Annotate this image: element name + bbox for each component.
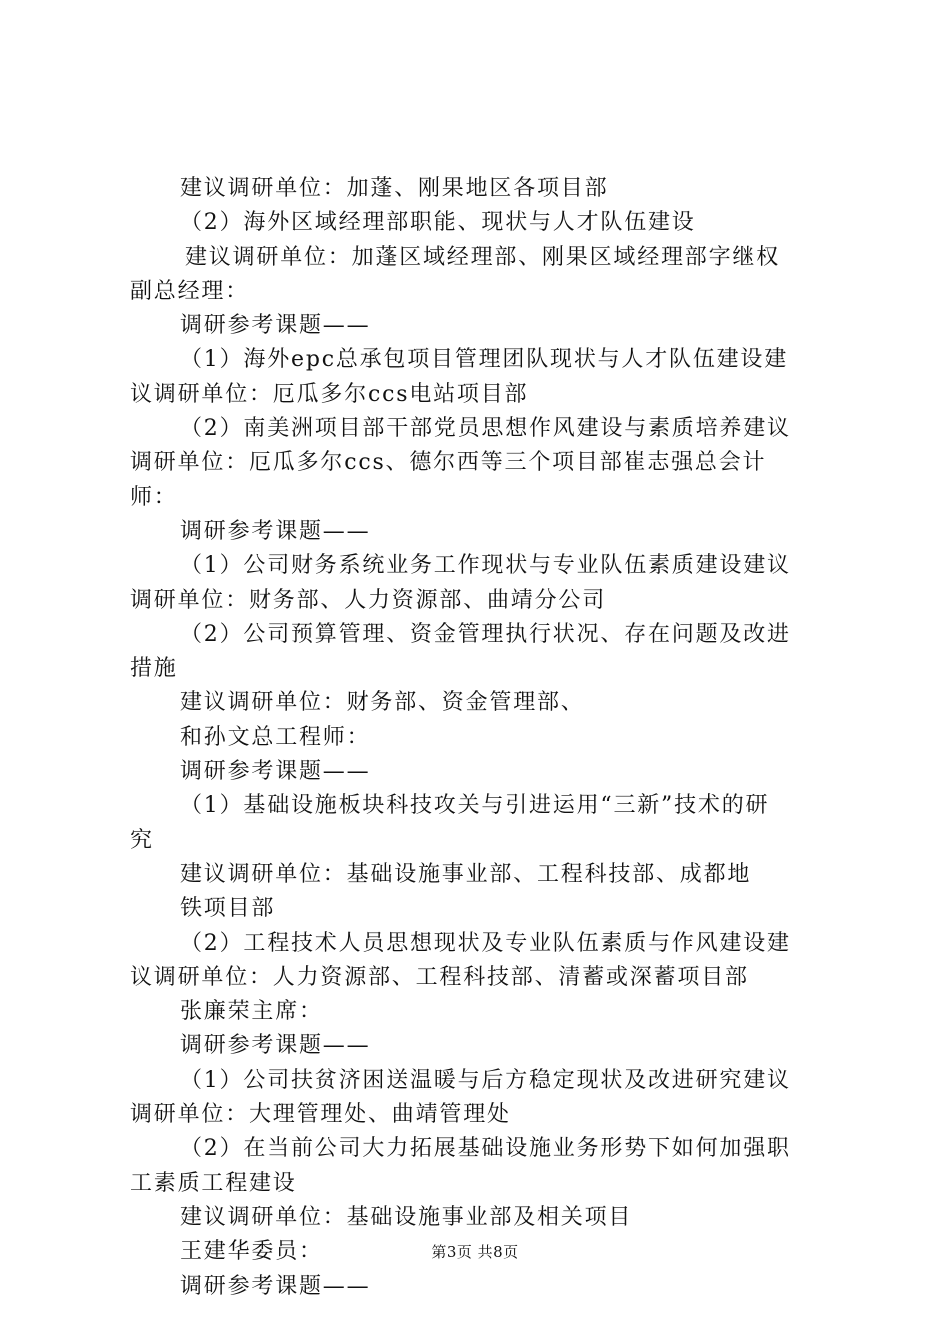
- text-line: （2）在当前公司大力拓展基础设施业务形势下如何加强职: [180, 1136, 791, 1162]
- text-line: 副总经理：: [130, 278, 250, 304]
- text-line: （1）基础设施板块科技攻关与引进运用“三新”技术的研: [180, 793, 770, 819]
- text-line: （2）公司预算管理、资金管理执行状况、存在问题及改进: [180, 621, 791, 647]
- text-line: （2）海外区域经理部职能、现状与人才队伍建设: [180, 210, 696, 236]
- text-line: （2）南美洲项目部干部党员思想作风建设与素质培养建议: [180, 416, 791, 442]
- text-line: 建议调研单位：基础设施事业部及相关项目: [180, 1204, 633, 1230]
- text-line: 建议调研单位：财务部、资金管理部、: [180, 690, 585, 716]
- text-line: 张廉荣主席：: [180, 999, 323, 1025]
- document-body: [130, 172, 830, 1304]
- text-line: 调研参考课题——: [180, 1273, 371, 1299]
- text-line: 师：: [130, 484, 178, 510]
- text-line: 调研单位：财务部、人力资源部、曲靖分公司: [130, 587, 607, 613]
- text-line: 王建华委员：: [180, 1239, 323, 1265]
- text-line: 和孙文总工程师：: [180, 724, 371, 750]
- page-number-footer: 第3页 共8页: [431, 1243, 519, 1261]
- text-line: 调研参考课题——: [180, 518, 371, 544]
- text-line: （1）公司扶贫济困送温暖与后方稳定现状及改进研究建议: [180, 1067, 791, 1093]
- text-line: 建议调研单位：加蓬、刚果地区各项目部: [180, 176, 609, 201]
- text-line: 调研单位：大理管理处、曲靖管理处: [130, 1102, 511, 1128]
- text-line: 调研参考课题——: [180, 759, 371, 785]
- text-line: （2）工程技术人员思想现状及专业队伍素质与作风建设建: [180, 930, 791, 956]
- text-line: （1）海外epc总承包项目管理团队现状与人才队伍建设建: [180, 347, 789, 373]
- text-line: 工素质工程建设: [130, 1170, 297, 1196]
- text-line: 建议调研单位：加蓬区域经理部、刚果区域经理部字继权: [185, 244, 781, 270]
- text-line: 调研参考课题——: [180, 1033, 371, 1059]
- text-line: 调研参考课题——: [180, 313, 371, 339]
- text-line: （1）公司财务系统业务工作现状与专业队伍素质建设建议: [180, 553, 791, 579]
- text-line: 议调研单位：人力资源部、工程科技部、清蓄或深蓄项目部: [130, 964, 749, 990]
- text-line: 调研单位：厄瓜多尔ccs、德尔西等三个项目部崔志强总会计: [130, 450, 767, 476]
- text-line: 议调研单位：厄瓜多尔ccs电站项目部: [130, 381, 529, 407]
- text-line: 措施: [130, 656, 178, 682]
- text-line: 铁项目部: [180, 896, 276, 922]
- text-line: 建议调研单位：基础设施事业部、工程科技部、成都地: [180, 861, 752, 887]
- text-line: 究: [130, 827, 154, 853]
